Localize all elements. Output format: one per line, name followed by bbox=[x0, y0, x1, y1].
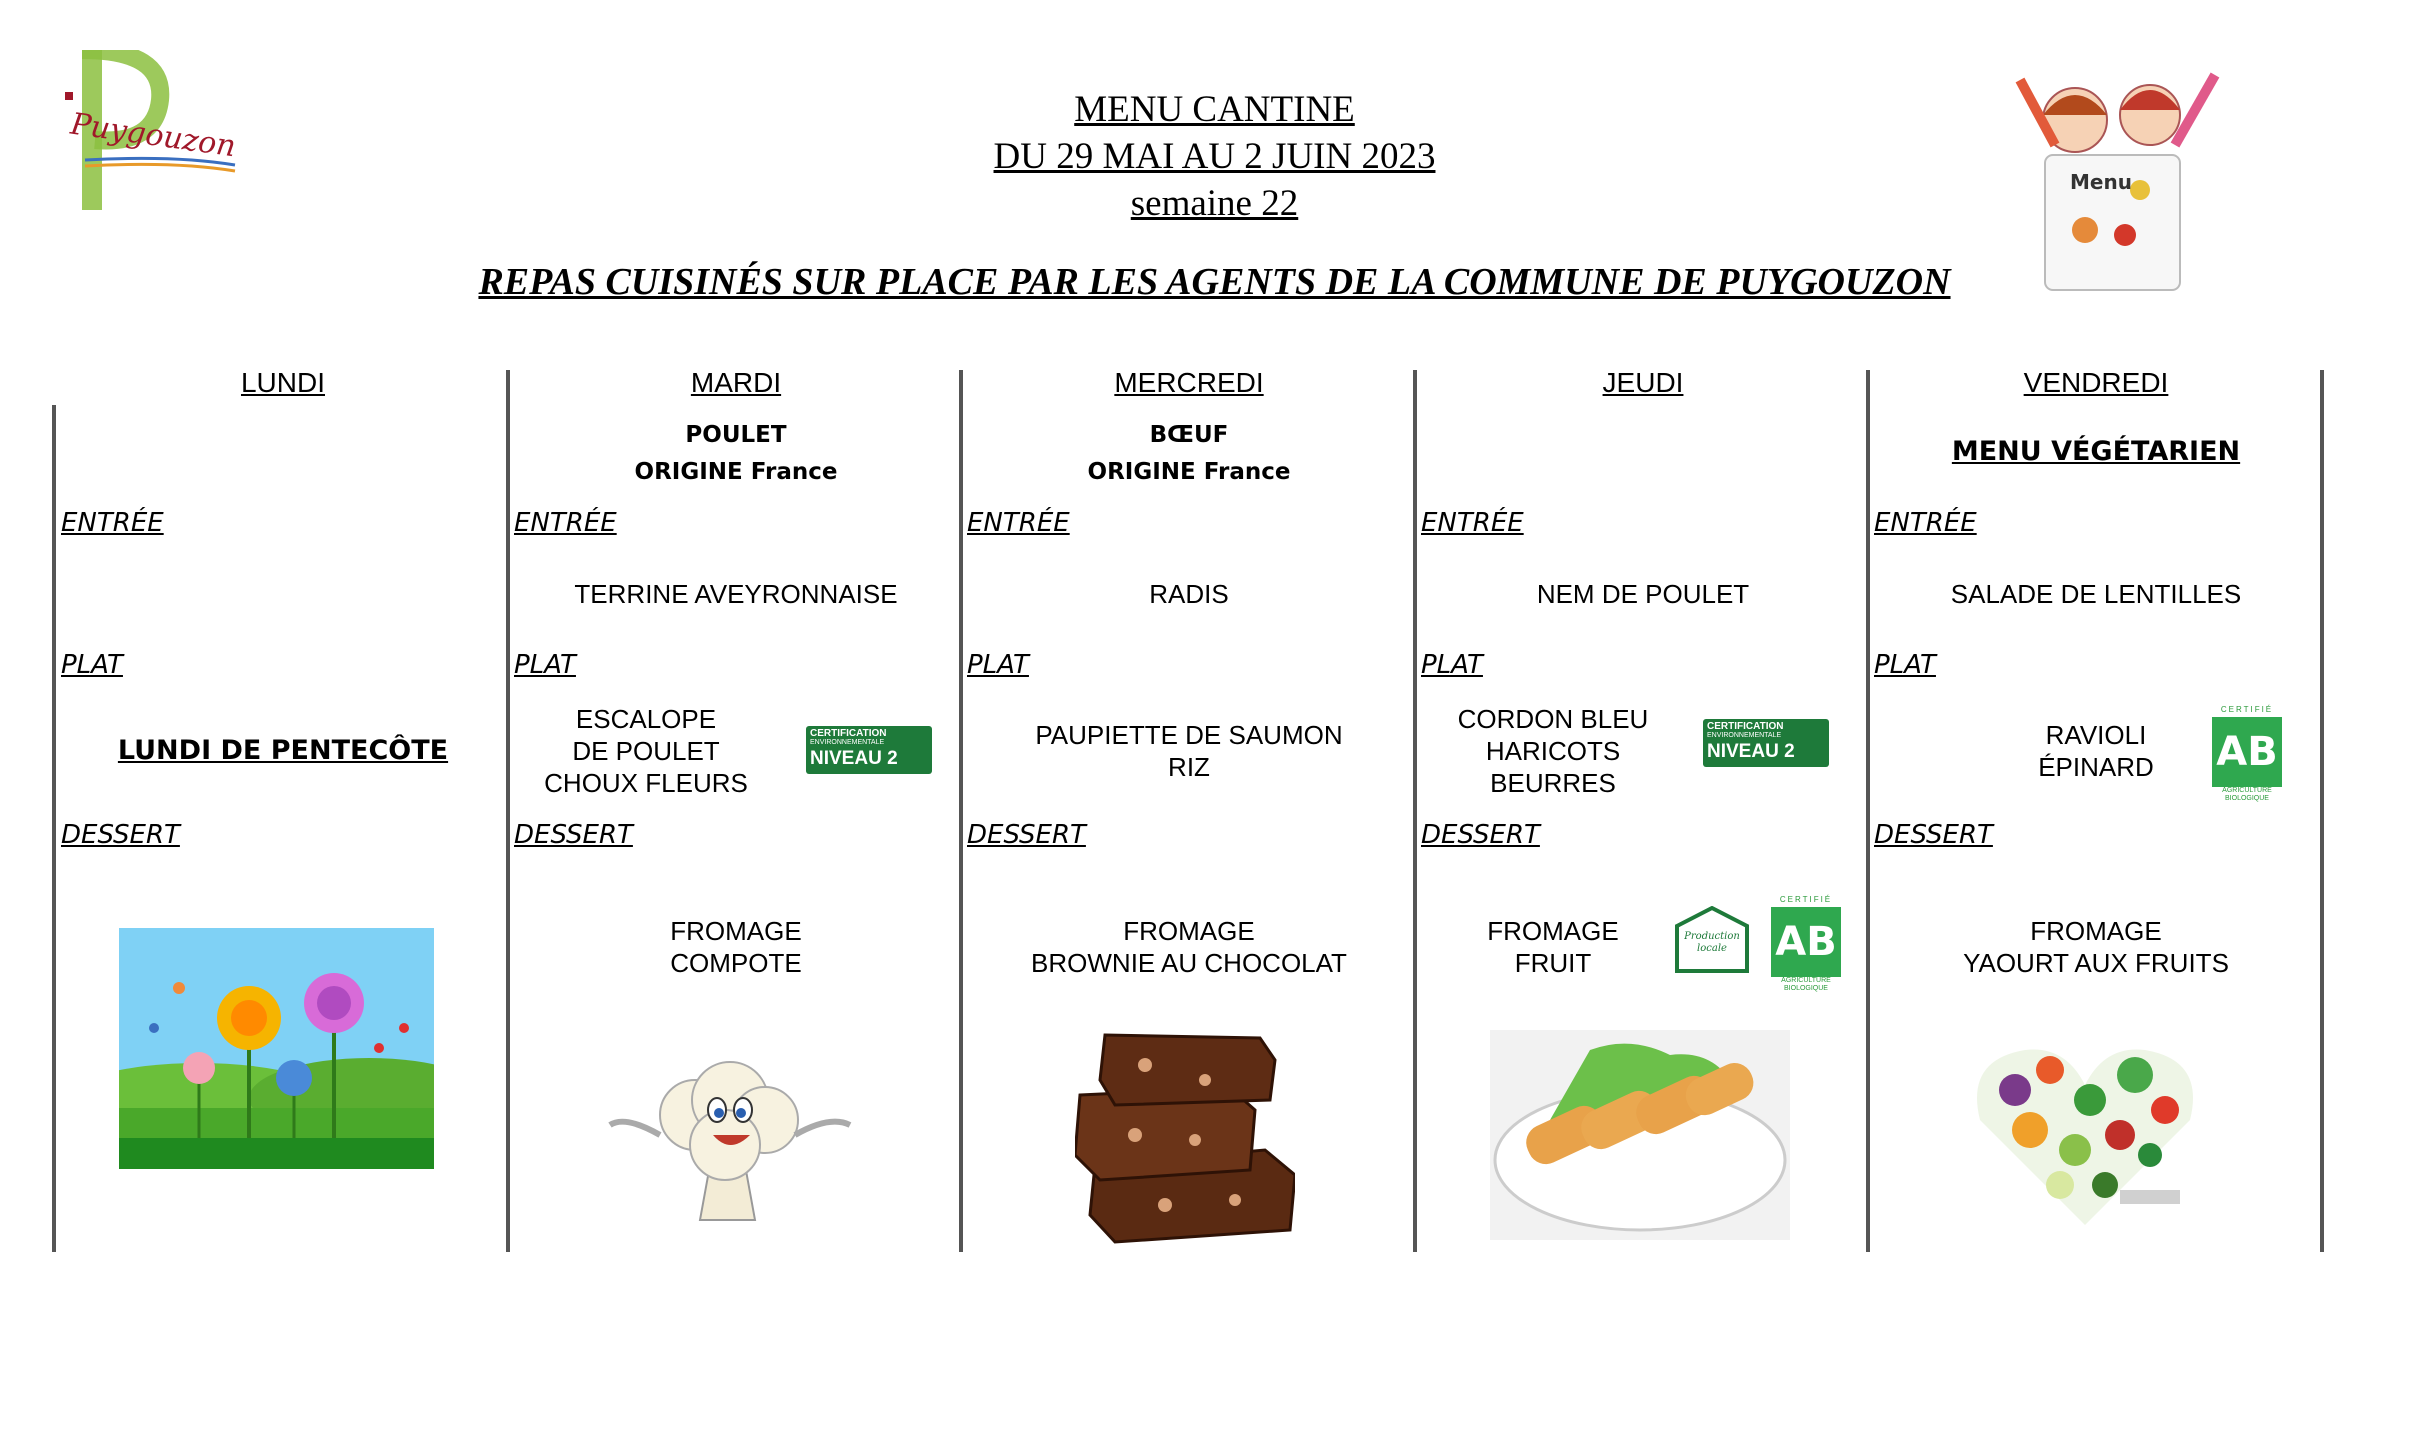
dish-lundi-plat: LUNDI DE PENTECÔTE bbox=[117, 735, 449, 766]
menu-subtitle: REPAS CUISINÉS SUR PLACE PAR LES AGENTS DE LA COMMUNE DE PUYGOUZON bbox=[478, 261, 1951, 303]
dish-vendredi-entree: SALADE DE LENTILLES bbox=[1950, 579, 2242, 609]
day-header-mardi: MARDI bbox=[690, 367, 782, 398]
ab-mark: AB bbox=[2212, 717, 2282, 787]
plat-label: PLAT bbox=[61, 650, 123, 680]
entree-label: ENTRÉE bbox=[1421, 508, 1524, 538]
day-header-lundi: LUNDI bbox=[240, 367, 325, 398]
cert-line1: CERTIFICATION bbox=[810, 728, 887, 739]
menu-dates: DU 29 MAI AU 2 JUIN 2023 bbox=[993, 136, 1436, 177]
kids-menu-illustration bbox=[2000, 60, 2230, 295]
vegetarian-menu-label: MENU VÉGÉTARIEN bbox=[1951, 436, 2241, 467]
dish-mercredi-entree: RADIS bbox=[1149, 579, 1229, 609]
dish-mercredi-dessert: FROMAGE BROWNIE AU CHOCOLAT bbox=[1031, 916, 1347, 978]
day-header-vendredi: VENDREDI bbox=[2023, 367, 2169, 398]
dessert-label: DESSERT bbox=[1421, 820, 1540, 850]
origin-country-mardi: ORIGINE France bbox=[634, 459, 838, 485]
day-header-mercredi: MERCREDI bbox=[1114, 367, 1264, 398]
menu-title: MENU CANTINE bbox=[1074, 89, 1355, 130]
dish-jeudi-entree: NEM DE POULET bbox=[1536, 579, 1750, 609]
dish-mardi-entree: TERRINE AVEYRONNAISE bbox=[574, 579, 898, 609]
dish-jeudi-plat: CORDON BLEU HARICOTS BEURRES bbox=[1457, 704, 1649, 798]
dish-jeudi-dessert: FROMAGE FRUIT bbox=[1487, 916, 1619, 978]
cauliflower-graphic bbox=[605, 1055, 855, 1225]
ab-mark: AB bbox=[1771, 907, 1841, 977]
dish-mardi-dessert: FROMAGE COMPOTE bbox=[670, 916, 802, 978]
column-divider bbox=[1413, 370, 1417, 1252]
origin-country-mercredi: ORIGINE France bbox=[1087, 459, 1291, 485]
origin-meat-mercredi: BŒUF bbox=[1149, 422, 1229, 448]
dish-mardi-plat: ESCALOPE DE POULET CHOUX FLEURS bbox=[544, 704, 748, 798]
agriculture-biologique-badge bbox=[1771, 895, 1841, 995]
brownie-graphic bbox=[1075, 1030, 1295, 1245]
origin-meat-mardi: POULET bbox=[685, 422, 787, 448]
plat-label: PLAT bbox=[1421, 650, 1483, 680]
nems-image bbox=[1490, 1030, 1790, 1240]
cert-line3: NIVEAU 2 bbox=[810, 748, 898, 769]
cert-line2: ENVIRONNEMENTALE bbox=[810, 739, 885, 746]
kids-menu-label: Menu bbox=[2070, 170, 2132, 194]
column-divider bbox=[506, 370, 510, 1252]
dish-vendredi-plat: RAVIOLI ÉPINARD bbox=[2038, 720, 2154, 782]
dish-vendredi-dessert: FROMAGE YAOURT AUX FRUITS bbox=[1963, 916, 2229, 978]
menu-week: semaine 22 bbox=[1130, 183, 1299, 224]
ab-bottom-text: AGRICULTURE BIOLOGIQUE bbox=[2222, 787, 2272, 802]
agriculture-biologique-badge bbox=[2212, 705, 2282, 805]
cert-line1: CERTIFICATION bbox=[1707, 721, 1784, 732]
column-divider bbox=[1866, 370, 1870, 1252]
entree-label: ENTRÉE bbox=[967, 508, 1070, 538]
nems-graphic bbox=[1490, 1030, 1790, 1240]
column-divider bbox=[52, 405, 56, 1252]
plat-label: PLAT bbox=[967, 650, 1029, 680]
brownie-image bbox=[1075, 1030, 1295, 1245]
flowers-image bbox=[119, 928, 434, 1169]
entree-label: ENTRÉE bbox=[61, 508, 164, 538]
ab-bottom-text: AGRICULTURE BIOLOGIQUE bbox=[1781, 977, 1831, 992]
vegetable-heart-graphic bbox=[1970, 1040, 2200, 1230]
entree-label: ENTRÉE bbox=[1874, 508, 1977, 538]
production-locale-badge bbox=[1672, 906, 1752, 976]
cert-line3: NIVEAU 2 bbox=[1707, 741, 1795, 762]
column-divider bbox=[959, 370, 963, 1252]
dessert-label: DESSERT bbox=[514, 820, 633, 850]
flowers-graphic bbox=[119, 928, 434, 1169]
cert-line2: ENVIRONNEMENTALE bbox=[1707, 732, 1782, 739]
ab-top-text: CERTIFIÉ bbox=[2220, 705, 2274, 714]
dessert-label: DESSERT bbox=[967, 820, 1086, 850]
certification-niveau2-badge bbox=[806, 726, 932, 774]
dish-mercredi-plat: PAUPIETTE DE SAUMON RIZ bbox=[1035, 720, 1343, 782]
certification-niveau2-badge bbox=[1703, 719, 1829, 767]
vegetable-heart-image bbox=[1970, 1040, 2200, 1230]
plat-label: PLAT bbox=[1874, 650, 1936, 680]
local-badge-text: Production locale bbox=[1684, 931, 1740, 954]
dessert-label: DESSERT bbox=[61, 820, 180, 850]
column-divider bbox=[2320, 370, 2324, 1252]
entree-label: ENTRÉE bbox=[514, 508, 617, 538]
logo-text: Puygouzon bbox=[68, 106, 238, 165]
ab-top-text: CERTIFIÉ bbox=[1779, 895, 1833, 904]
dessert-label: DESSERT bbox=[1874, 820, 1993, 850]
cauliflower-image bbox=[605, 1055, 855, 1225]
plat-label: PLAT bbox=[514, 650, 576, 680]
day-header-jeudi: JEUDI bbox=[1602, 367, 1684, 398]
